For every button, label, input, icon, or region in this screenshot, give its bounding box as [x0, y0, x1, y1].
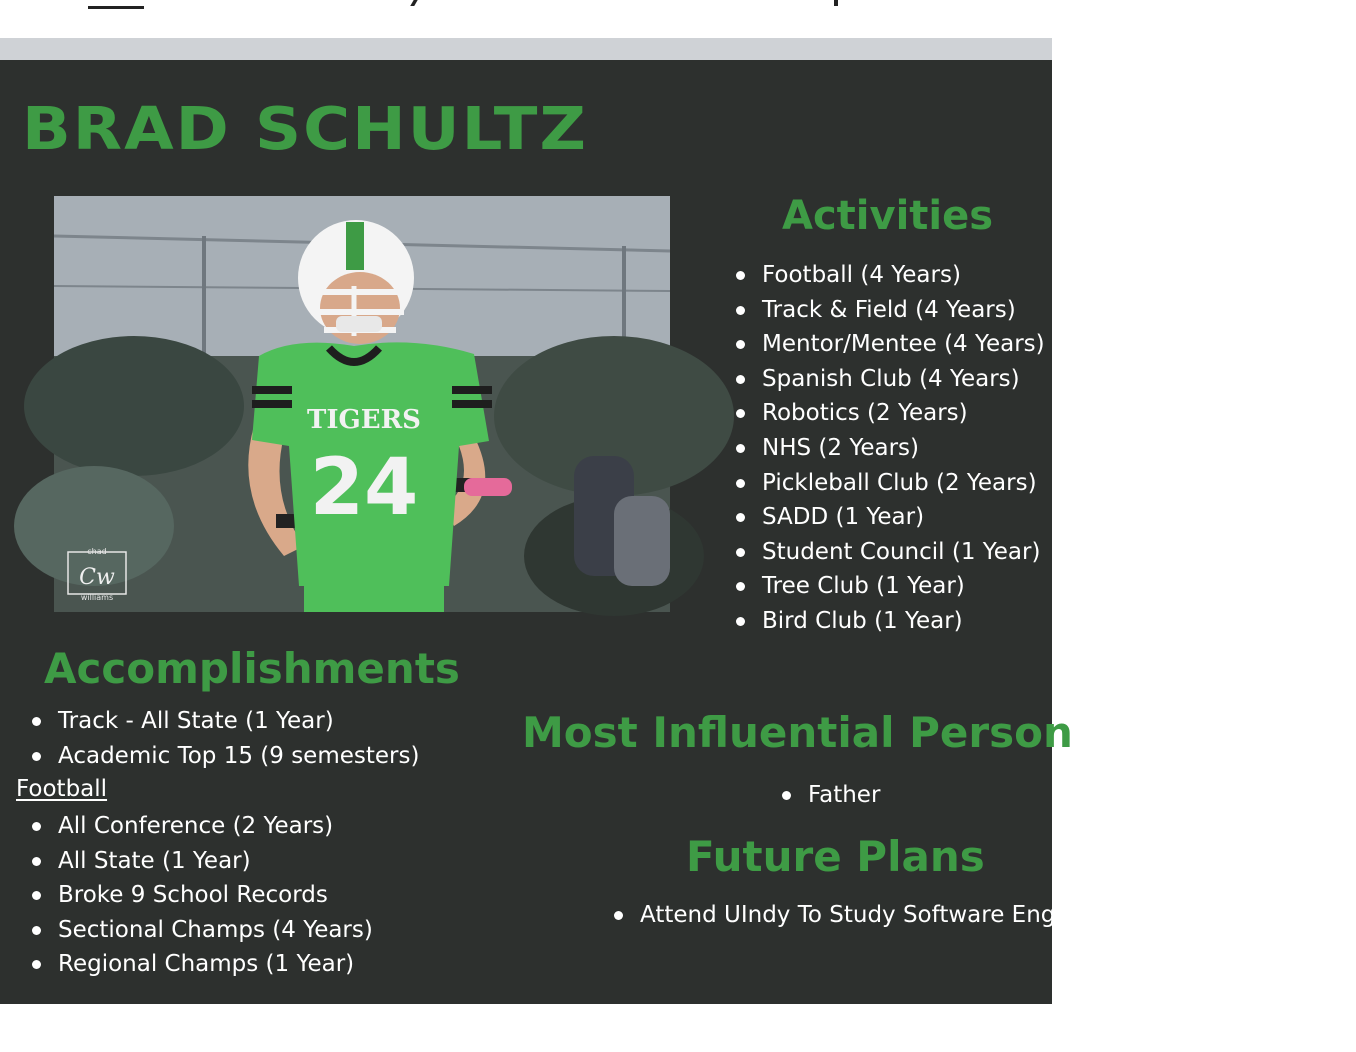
- cropped-glyph: [820, 0, 838, 6]
- list-item: NHS (2 Years): [732, 431, 1045, 466]
- influential-person-list: [778, 778, 880, 813]
- header-band: [0, 38, 1052, 60]
- list-item: Regional Champs (1 Year): [28, 947, 373, 982]
- activities-heading: Activities: [782, 193, 994, 239]
- future-plans-list: [610, 898, 1356, 933]
- list-item: Broke 9 School Records: [28, 878, 373, 913]
- list-item: Bird Club (1 Year): [732, 604, 1045, 639]
- list-item: Student Council (1 Year): [732, 535, 1045, 570]
- list-item: Track & Field (4 Years): [732, 293, 1045, 328]
- watermark-top: chad: [87, 547, 107, 556]
- accomplishments-general-list: [28, 704, 419, 773]
- list-item: Sectional Champs (4 Years): [28, 913, 373, 948]
- football-subheading: Football: [16, 776, 108, 802]
- list-item: Father: [778, 778, 880, 813]
- jersey-number: 24: [309, 443, 419, 533]
- list-item: Football (4 Years): [732, 258, 1045, 293]
- list-item: Tree Club (1 Year): [732, 569, 1045, 604]
- profile-card: [0, 60, 1356, 1004]
- accomplishments-heading: Accomplishments: [44, 644, 460, 693]
- list-item: SADD (1 Year): [732, 500, 1045, 535]
- accomplishments-football-list: [28, 809, 373, 982]
- activities-list: [732, 258, 1045, 639]
- list-item: Mentor/Mentee (4 Years): [732, 327, 1045, 362]
- watermark-bottom: williams: [80, 593, 114, 602]
- list-item: All State (1 Year): [28, 844, 373, 879]
- list-item: Pickleball Club (2 Years): [732, 466, 1045, 501]
- football-player-illustration: [54, 196, 670, 612]
- cropped-glyph: [392, 0, 426, 6]
- cropped-top-strip: [0, 0, 1052, 38]
- list-item: Spanish Club (4 Years): [732, 362, 1045, 397]
- list-item: All Conference (2 Years): [28, 809, 373, 844]
- list-item: Attend UIndy To Study Software Engineering And Play Football: [610, 898, 1080, 933]
- list-item: Robotics (2 Years): [732, 396, 1045, 431]
- cropped-glyph: [88, 0, 144, 9]
- watermark-mark: Cw: [79, 565, 115, 590]
- list-item: Track - All State (1 Year): [28, 704, 419, 739]
- student-name: BRAD SCHULTZ: [22, 95, 588, 164]
- influential-person-heading: Most Influential Person: [522, 708, 1073, 757]
- future-plans-heading: Future Plans: [686, 832, 985, 881]
- list-item: Academic Top 15 (9 semesters): [28, 739, 419, 774]
- player-photo: [54, 196, 670, 612]
- jersey-text: TIGERS: [307, 405, 421, 435]
